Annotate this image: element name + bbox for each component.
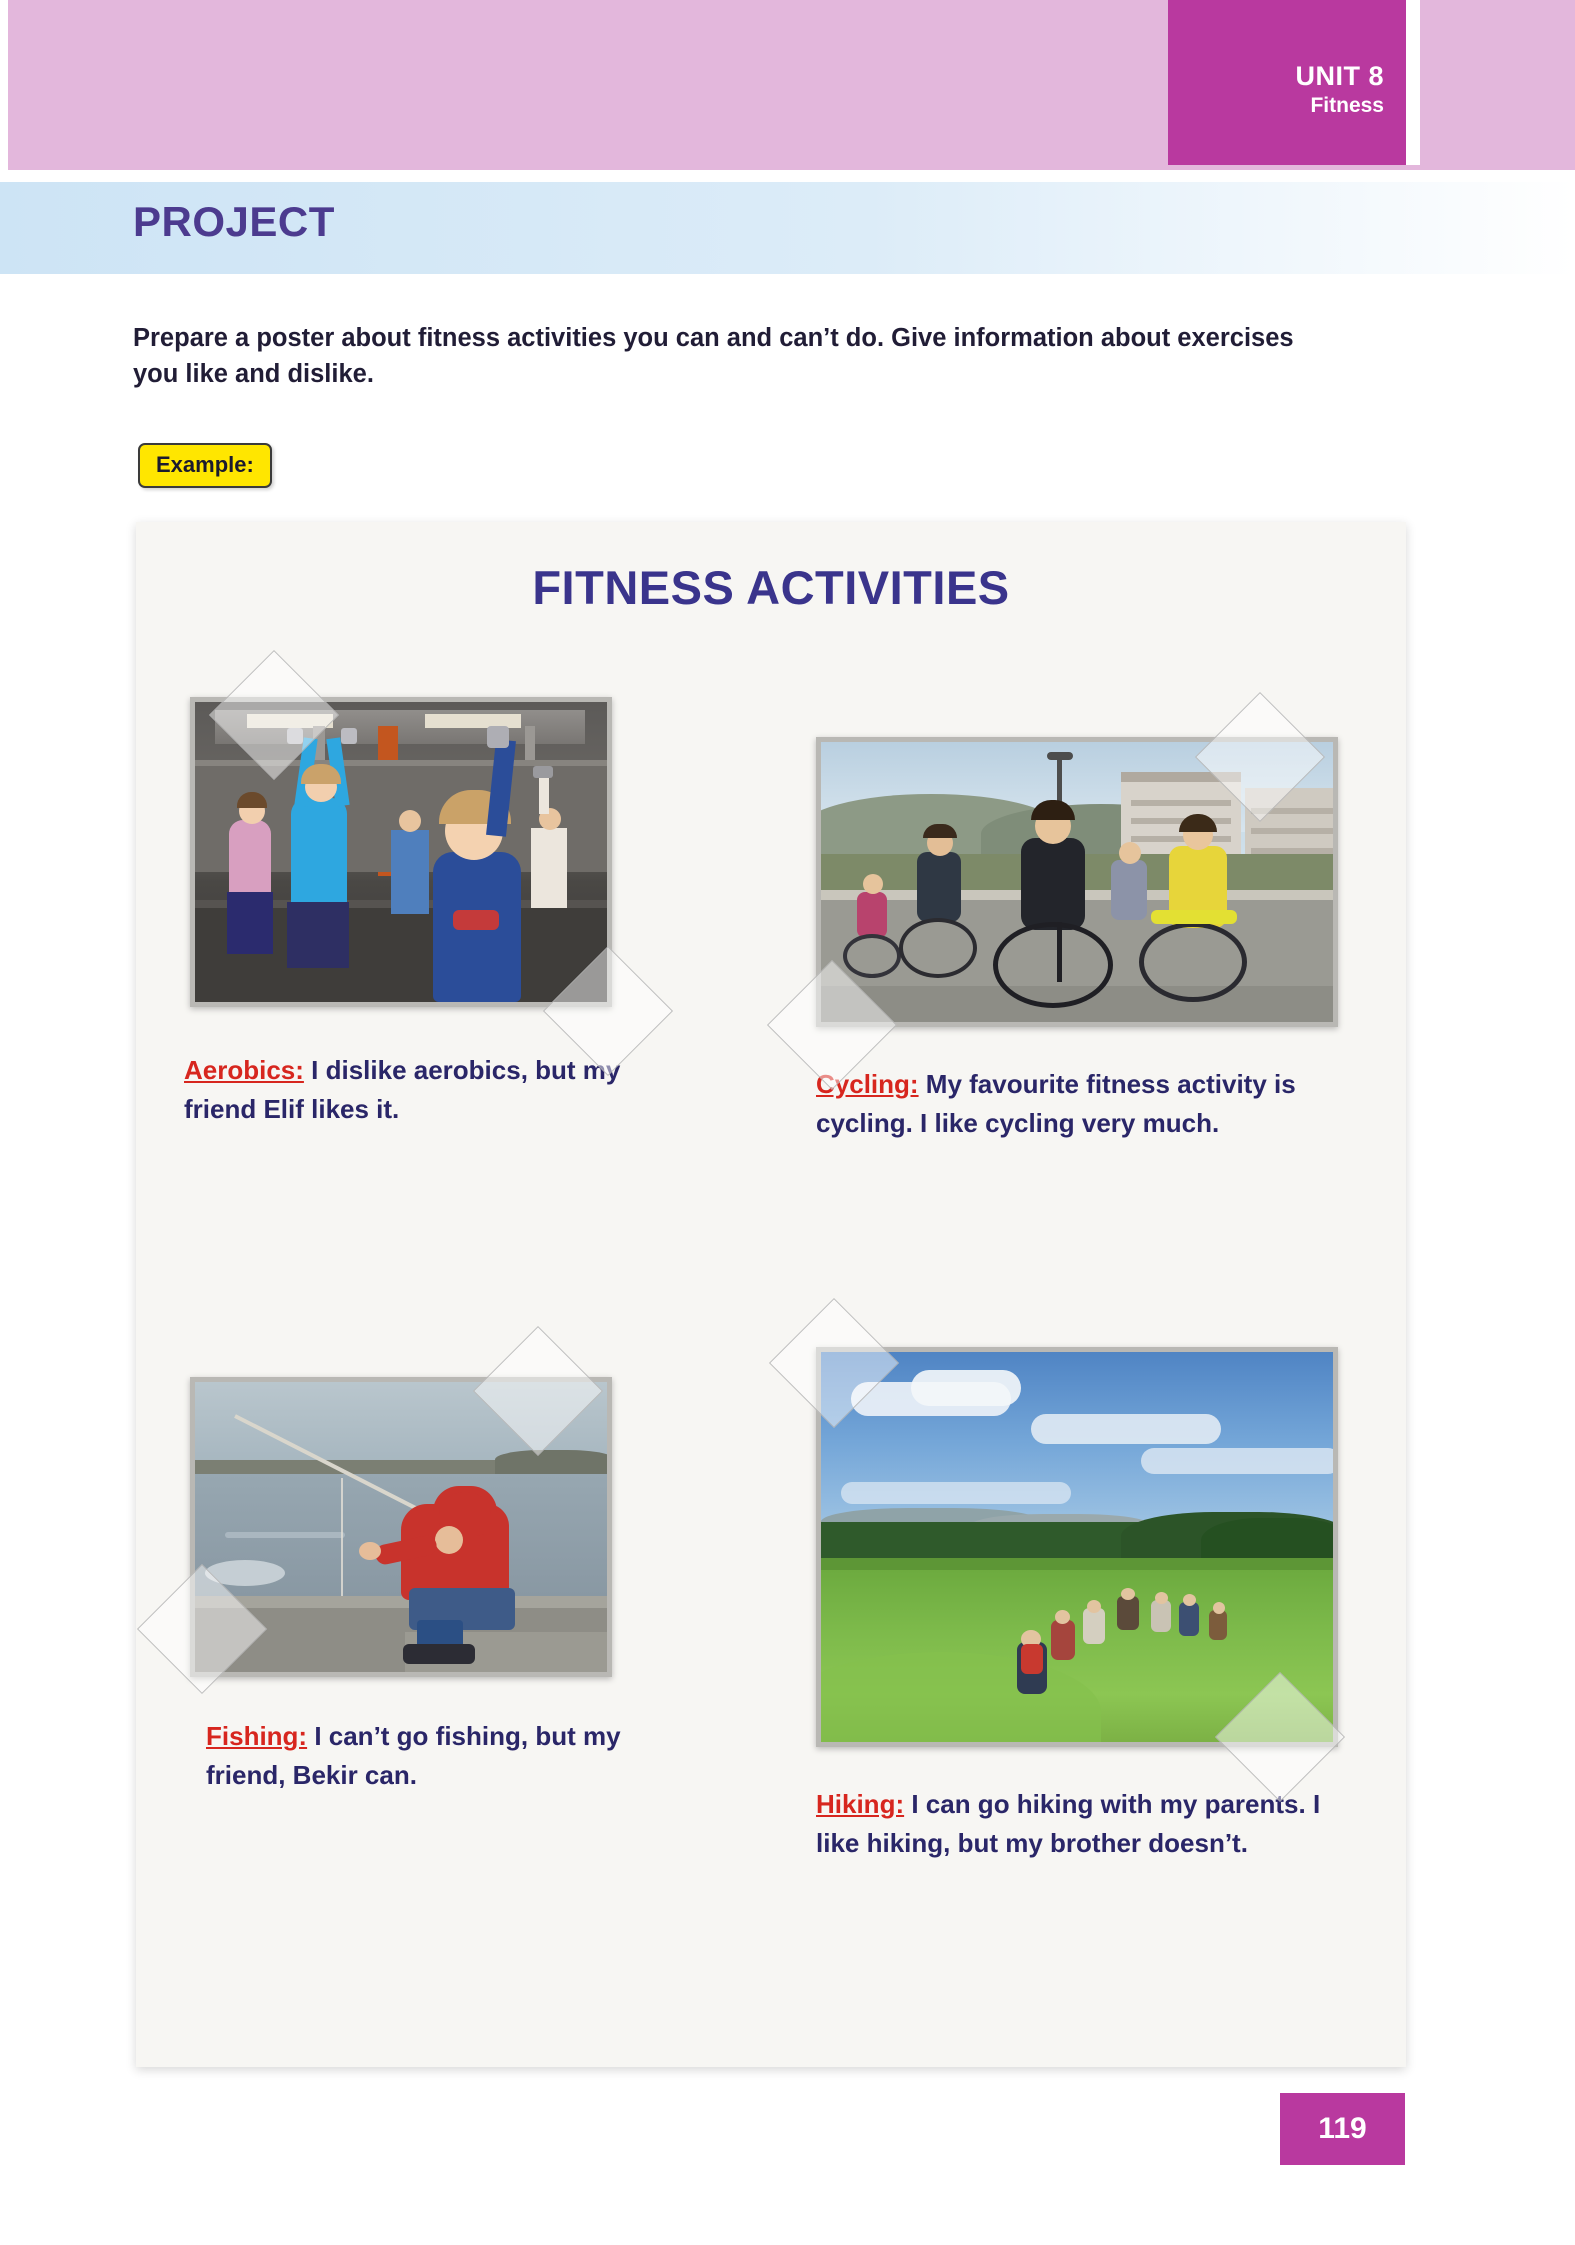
cycling-caption xyxy=(816,1065,1316,1143)
unit-tab xyxy=(1168,0,1406,165)
fishing-keyword: Fishing: xyxy=(206,1721,308,1751)
page-number: 119 xyxy=(1280,2093,1405,2165)
page-title: PROJECT xyxy=(133,198,335,245)
header-left-edge xyxy=(0,0,8,170)
hiking-caption xyxy=(816,1785,1326,1863)
poster-item-hiking xyxy=(816,1347,1356,1863)
hiking-keyword: Hiking: xyxy=(816,1789,905,1819)
poster-item-fishing xyxy=(184,1377,714,1795)
hiking-text: I can go hiking with my parents. I like hiking, but my brother doesn’t. xyxy=(816,1789,1321,1858)
page-number-gap xyxy=(1405,2093,1575,2165)
poster-title: FITNESS ACTIVITIES xyxy=(532,561,1010,614)
page-left-margin xyxy=(0,170,8,2245)
instruction-text: Prepare a poster about fitness activities you can and can’t do. Give information about exercises you like and dislike. xyxy=(133,324,1294,389)
poster xyxy=(136,522,1406,2067)
aerobics-keyword: Aerobics: xyxy=(184,1055,304,1085)
cycling-text: My favourite fitness activity is cycling. I like cycling very much. xyxy=(816,1069,1296,1138)
example-badge: Example: xyxy=(138,443,272,488)
hiking-photo xyxy=(816,1347,1338,1747)
poster-item-cycling xyxy=(816,737,1356,1143)
poster-item-aerobics xyxy=(184,697,714,1129)
header-band-right xyxy=(1420,0,1575,165)
cycling-keyword: Cycling: xyxy=(816,1069,919,1099)
aerobics-text: I dislike aerobics, but my friend Elif likes it. xyxy=(184,1055,621,1124)
fishing-text: I can’t go fishing, but my friend, Bekir can. xyxy=(206,1721,621,1790)
unit-topic-label: Fitness xyxy=(1310,93,1384,117)
unit-label: UNIT 8 xyxy=(1295,61,1384,91)
fishing-caption xyxy=(206,1717,696,1795)
unit-tab-gap xyxy=(1406,0,1420,165)
